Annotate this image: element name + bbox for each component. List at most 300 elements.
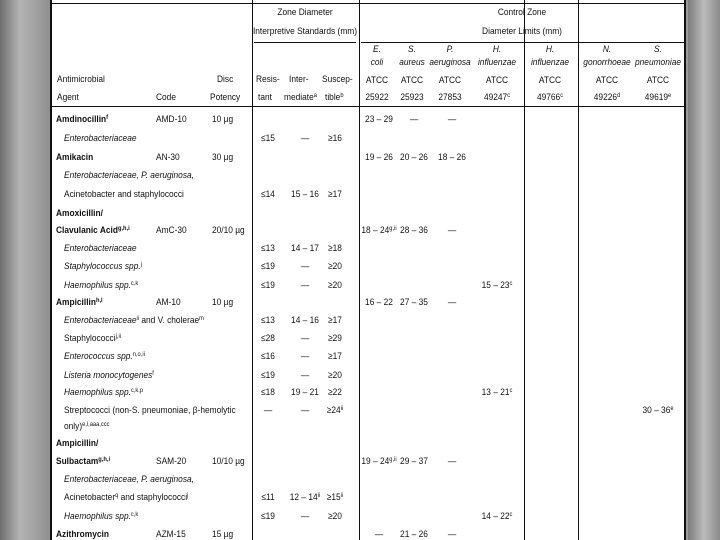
org3-header-line2 (429, 57, 470, 68)
row-9-resistant (261, 280, 275, 291)
table-top-rule (52, 3, 684, 4)
org4-header-line2 (478, 57, 516, 68)
row-22-h-influenzae-49247-sup: c (509, 511, 513, 518)
org7-header-text: pneumoniae (634, 57, 682, 68)
row-21-agent-tail-sup: j (187, 492, 189, 499)
row-6-e-coli-value: 18 – 24 (361, 225, 390, 236)
row-19-s-aureus-value: 29 – 37 (400, 456, 428, 467)
row-9-h-influenzae-49247 (482, 280, 513, 291)
row-8-intermediate-value: — (300, 261, 310, 272)
column-divider-control (359, 0, 360, 540)
right-decorative-band (688, 0, 720, 540)
row-0-e-coli-value: 23 – 29 (365, 114, 393, 125)
agent-header-line1: Antimicrobial (57, 74, 105, 85)
row-21-susceptible-value: ≥15 (326, 492, 341, 503)
row-7-susceptible (328, 243, 342, 254)
row-16-resistant (264, 405, 272, 416)
row-9-susceptible (328, 280, 342, 291)
row-6-e-coli (361, 225, 396, 236)
row-7-resistant-value: ≤13 (261, 243, 275, 254)
row-15-resistant (261, 387, 275, 398)
row-19-p-aeruginosa (448, 456, 456, 467)
org1-header-line3 (366, 75, 388, 86)
row-9-susceptible-value: ≥20 (328, 280, 342, 291)
row-18-agent (56, 438, 98, 449)
row-22-intermediate-value: — (300, 511, 310, 522)
org1-header-line2 (371, 57, 384, 68)
org7-header-line3 (647, 75, 669, 86)
row-4-intermediate-value: 15 – 16 (291, 189, 319, 200)
row-13-resistant (261, 351, 275, 362)
row-4-agent-text: Acinetobacter and staphylococci (64, 189, 184, 200)
row-15-h-influenzae-49247-value: 13 – 21 (481, 387, 510, 398)
org1-header-line1 (373, 44, 381, 55)
org6-header-text: gonorrhoeae (583, 57, 631, 68)
row-20-agent-text: Enterobacteriaceae, P. aeruginosa, (64, 474, 194, 485)
antimicrobial-table-document (50, 0, 686, 540)
row-7-agent (64, 243, 137, 254)
row-0-s-aureus (410, 114, 418, 125)
row-22-resistant-value: ≤19 (261, 511, 275, 522)
row-22-h-influenzae-49247-value: 14 – 22 (481, 511, 510, 522)
row-6-disc-potency (212, 225, 245, 236)
row-10-e-coli (365, 297, 393, 308)
row-23-code (156, 529, 186, 540)
row-11-susceptible (328, 315, 342, 326)
row-6-code (156, 225, 187, 236)
row-0-e-coli (365, 114, 393, 125)
intermediate-header-line1: Inter- (289, 74, 309, 85)
row-13-susceptible-value: ≥17 (328, 351, 342, 362)
row-2-p-aeruginosa (438, 152, 466, 163)
row-14-resistant-value: ≤19 (261, 370, 275, 381)
row-10-e-coli-value: 16 – 22 (365, 297, 393, 308)
row-23-s-aureus (400, 529, 428, 540)
org4-header-sup: c (507, 92, 511, 99)
control-header-line2: Diameter Limits (mm) (482, 26, 562, 37)
org4-header-text: H. (492, 44, 502, 55)
control-header-rule (361, 42, 686, 43)
row-17-agent (64, 421, 109, 432)
row-0-p-aeruginosa-value: — (447, 114, 457, 125)
row-10-disc-potency (212, 297, 233, 308)
org1-header-text: ATCC (365, 75, 389, 86)
intermediate-header (284, 92, 317, 103)
row-2-code (156, 152, 180, 163)
row-19-agent-text: Sulbactam (56, 456, 99, 467)
row-15-susceptible-value: ≥22 (328, 387, 342, 398)
row-16-agent-text: Streptococci (non-S. pneumoniae, β-hemolytic (64, 405, 236, 416)
org2-header-line3 (401, 75, 423, 86)
row-15-susceptible (328, 387, 342, 398)
row-15-resistant-value: ≤18 (261, 387, 275, 398)
row-6-s-aureus (400, 225, 428, 236)
row-9-agent-sup: c,k (130, 280, 139, 287)
row-16-susceptible (327, 405, 343, 416)
org2-header-line4 (400, 92, 423, 103)
row-11-resistant (261, 315, 275, 326)
row-10-code-value: AM-10 (156, 297, 181, 308)
row-4-susceptible (328, 189, 342, 200)
row-0-s-aureus-value: — (409, 114, 419, 125)
org7-header-text: ATCC (646, 75, 670, 86)
org5-header-line4 (537, 92, 563, 103)
column-divider-haemophilus (524, 0, 525, 540)
row-11-intermediate-value: 14 – 16 (291, 315, 319, 326)
org4-header-line3 (486, 75, 508, 86)
zone-header-rule (254, 42, 356, 43)
org5-header-line1 (546, 44, 554, 55)
row-11-intermediate (291, 315, 319, 326)
row-21-agent-sup: q (115, 492, 119, 499)
row-10-agent (56, 297, 103, 308)
row-4-intermediate (291, 189, 319, 200)
row-2-agent-text: Amikacin (56, 152, 94, 163)
row-6-agent-text: Clavulanic Acid (56, 225, 118, 236)
row-8-intermediate (301, 261, 309, 272)
org5-header-line3 (539, 75, 561, 86)
row-9-intermediate-value: — (300, 280, 310, 291)
org4-header-text: influenzae (477, 57, 517, 68)
row-10-agent-text: Ampicillin (56, 297, 96, 308)
org3-header-text: ATCC (438, 75, 462, 86)
row-3-agent (64, 170, 194, 181)
zone-header-line1: Zone Diameter (277, 7, 333, 18)
row-7-resistant (261, 243, 275, 254)
row-6-p-aeruginosa (448, 225, 456, 236)
row-1-susceptible-value: ≥16 (328, 133, 342, 144)
control-header-line1: Control Zone (497, 7, 547, 18)
row-22-agent (64, 511, 138, 522)
row-1-susceptible (328, 133, 342, 144)
row-22-agent-text: Haemophilus spp. (64, 511, 131, 522)
org6-header-line1 (603, 44, 611, 55)
org6-header-text: N. (602, 44, 612, 55)
row-0-p-aeruginosa (448, 114, 456, 125)
code-header: Code (156, 92, 176, 103)
row-16-susceptible-sup: ii (340, 405, 344, 412)
row-14-agent-text: Listeria monocytogenes (64, 370, 153, 381)
row-15-intermediate (291, 387, 319, 398)
org5-header-text: ATCC (538, 75, 562, 86)
row-10-p-aeruginosa-value: — (447, 297, 457, 308)
row-23-p-aeruginosa-value: — (447, 529, 457, 540)
column-divider-gonorrhoeae (578, 0, 579, 540)
org6-header-text: 49226 (593, 92, 618, 103)
org2-header-text: aureus (399, 57, 425, 68)
row-16-s-pneumoniae-value: 30 – 36 (642, 405, 671, 416)
row-23-code-value: AZM-15 (156, 529, 186, 540)
row-19-e-coli (361, 456, 396, 467)
row-15-agent (64, 387, 143, 398)
zone-header-line2: Interpretive Standards (mm) (252, 26, 358, 37)
row-15-h-influenzae-49247-sup: c (509, 387, 513, 394)
org3-header-text: P. (446, 44, 454, 55)
org7-header-line1 (654, 44, 662, 55)
row-2-disc-potency (212, 152, 233, 163)
org4-header-text: 49247 (483, 92, 508, 103)
row-14-agent (64, 370, 154, 381)
row-8-susceptible (328, 261, 342, 272)
disc-header-line2: Potency (210, 92, 241, 103)
row-1-agent-text: Enterobacteriaceae (64, 133, 137, 144)
org5-header-sup: c (560, 92, 564, 99)
org6-header-line3 (596, 75, 618, 86)
row-22-resistant (261, 511, 275, 522)
row-14-resistant (261, 370, 275, 381)
row-16-agent (64, 405, 236, 416)
row-6-e-coli-sup: g,ii (389, 225, 397, 232)
row-14-intermediate (301, 370, 309, 381)
row-11-susceptible-value: ≥17 (328, 315, 342, 326)
row-1-intermediate (301, 133, 309, 144)
row-9-h-influenzae-49247-sup: c (509, 280, 513, 287)
row-21-susceptible-sup: ii (340, 492, 344, 499)
row-15-agent-sup: c,k,p (130, 387, 144, 394)
row-0-disc-potency (212, 114, 233, 125)
row-16-intermediate-value: — (300, 405, 310, 416)
org3-header-text: aeruginosa (429, 57, 471, 68)
row-10-s-aureus-value: 27 – 35 (400, 297, 428, 308)
row-19-code-value: SAM-20 (156, 456, 187, 467)
row-13-agent-text: Enterococcus spp. (64, 351, 133, 362)
row-4-agent (64, 189, 184, 200)
row-19-e-coli-value: 19 – 24 (361, 456, 390, 467)
org4-header-line1 (493, 44, 501, 55)
row-15-h-influenzae-49247 (482, 387, 513, 398)
row-7-intermediate (291, 243, 319, 254)
org7-header-line4 (645, 92, 671, 103)
row-7-intermediate-value: 14 – 17 (291, 243, 319, 254)
row-9-agent (64, 280, 138, 291)
row-13-agent (64, 351, 145, 362)
row-0-disc-potency-value: 10 µg (212, 114, 234, 125)
row-23-s-aureus-value: 21 – 26 (400, 529, 428, 540)
row-7-agent-text: Enterobacteriaceae (64, 243, 137, 254)
row-21-resistant-value: ≤11 (261, 492, 275, 503)
row-23-p-aeruginosa (448, 529, 456, 540)
row-9-intermediate (301, 280, 309, 291)
org2-header-text: 25923 (400, 92, 424, 103)
row-21-susceptible (327, 492, 343, 503)
row-1-resistant-value: ≤15 (261, 133, 275, 144)
row-16-s-pneumoniae (642, 405, 673, 416)
org2-header-line1 (408, 44, 416, 55)
org6-header-line2 (583, 57, 630, 68)
row-10-code (156, 297, 181, 308)
row-23-disc-potency-value: 15 µg (212, 529, 234, 540)
agent-header-line2: Agent (57, 92, 79, 103)
row-12-susceptible-value: ≥29 (328, 333, 342, 344)
org5-header-text: influenzae (530, 57, 570, 68)
row-17-agent-sup: e,l,aaa,ccc (82, 421, 110, 428)
org4-header-line4 (484, 92, 510, 103)
row-10-s-aureus (400, 297, 428, 308)
row-2-s-aureus-value: 20 – 26 (400, 152, 428, 163)
org3-header-line1 (447, 44, 454, 55)
row-14-susceptible (328, 370, 342, 381)
row-8-agent-sup: j (140, 261, 142, 268)
row-12-resistant (261, 333, 275, 344)
row-1-intermediate-value: — (300, 133, 310, 144)
row-14-intermediate-value: — (300, 370, 310, 381)
org2-header-text: ATCC (400, 75, 424, 86)
org5-header-text: H. (545, 44, 555, 55)
org3-header-text: 27853 (438, 92, 462, 103)
row-3-agent-text: Enterobacteriaceae, P. aeruginosa, (64, 170, 194, 181)
row-22-susceptible-value: ≥20 (328, 511, 342, 522)
row-23-agent-text: Azithromycin (56, 529, 109, 540)
org1-header-line4 (365, 92, 388, 103)
row-15-agent-text: Haemophilus spp. (64, 387, 131, 398)
row-2-agent (56, 152, 93, 163)
org2-header-line2 (399, 57, 425, 68)
org6-header-line4 (594, 92, 620, 103)
row-19-disc-potency (212, 456, 245, 467)
row-11-agent-text: Enterobacteriaceae (64, 315, 137, 326)
row-12-resistant-value: ≤28 (261, 333, 275, 344)
row-19-code (156, 456, 186, 467)
row-16-intermediate (301, 405, 309, 416)
row-12-agent (64, 333, 121, 344)
row-19-s-aureus (400, 456, 428, 467)
row-21-resistant (261, 492, 274, 503)
row-2-code-value: AN-30 (156, 152, 180, 163)
susceptible-header-sup: b (340, 92, 344, 99)
row-2-s-aureus (400, 152, 428, 163)
org7-header-sup: e (668, 92, 672, 99)
row-8-susceptible-value: ≥20 (328, 261, 342, 272)
row-13-agent-sup: n,o,ii (132, 351, 145, 358)
row-12-agent-sup: j,ii (115, 333, 121, 340)
row-19-agent (56, 456, 110, 467)
row-23-e-coli-value: — (374, 529, 384, 540)
row-0-code-value: AMD-10 (156, 114, 187, 125)
row-0-code (156, 114, 187, 125)
org6-header-text: ATCC (595, 75, 619, 86)
org1-header-text: coli (370, 57, 384, 68)
row-19-disc-potency-value: 10/10 µg (212, 456, 245, 467)
row-22-intermediate (301, 511, 309, 522)
row-22-agent-sup: c,k (130, 511, 139, 518)
row-23-disc-potency (212, 529, 233, 540)
row-21-intermediate-sup: ii (317, 492, 321, 499)
org4-header-text: ATCC (485, 75, 509, 86)
row-5-agent-text: Amoxicillin/ (56, 208, 103, 219)
org7-header-text: 49619 (644, 92, 669, 103)
row-6-code-value: AmC-30 (156, 225, 187, 236)
org5-header-line2 (531, 57, 569, 68)
row-11-agent-tail: and V. cholerae (141, 315, 200, 326)
org3-header-line4 (438, 92, 461, 103)
row-14-agent-sup: f (152, 370, 154, 377)
row-9-resistant-value: ≤19 (261, 280, 275, 291)
row-11-agent-sup: ii (136, 315, 140, 322)
org1-header-text: 25922 (365, 92, 389, 103)
org3-header-line3 (439, 75, 461, 86)
row-19-e-coli-sup: g,ii (389, 456, 397, 463)
row-16-s-pneumoniae-sup: e (670, 405, 674, 412)
row-11-agent (64, 315, 204, 326)
row-23-agent (56, 529, 109, 540)
row-16-susceptible-value: ≥24 (326, 405, 341, 416)
resistant-header-line2: tant (258, 92, 272, 103)
row-21-intermediate (290, 492, 320, 503)
row-13-resistant-value: ≤16 (261, 351, 275, 362)
susceptible-header (325, 92, 344, 103)
row-13-intermediate (301, 351, 309, 362)
row-1-resistant (261, 133, 275, 144)
intermediate-header-sup: a (313, 92, 317, 99)
resistant-header-line1: Resis- (256, 74, 280, 85)
row-6-p-aeruginosa-value: — (447, 225, 457, 236)
org5-header-text: 49766 (536, 92, 561, 103)
row-10-agent-sup: h,l (95, 297, 103, 304)
row-6-agent (56, 225, 130, 236)
row-11-resistant-value: ≤13 (261, 315, 275, 326)
disc-header-line1: Disc (217, 74, 234, 85)
row-21-agent-text: Acinetobacter (64, 492, 116, 503)
row-20-agent (64, 474, 194, 485)
left-decorative-band (0, 0, 50, 540)
row-12-intermediate (301, 333, 309, 344)
row-4-resistant-value: ≤14 (261, 189, 275, 200)
row-8-agent (64, 261, 142, 272)
row-19-p-aeruginosa-value: — (447, 456, 457, 467)
row-12-intermediate-value: — (300, 333, 310, 344)
row-5-agent (56, 208, 103, 219)
row-23-e-coli (375, 529, 383, 540)
intermediate-header-line2: mediate (284, 92, 314, 103)
row-22-susceptible (328, 511, 342, 522)
row-2-p-aeruginosa-value: 18 – 26 (438, 152, 466, 163)
row-18-agent-text: Ampicillin/ (56, 438, 99, 449)
row-8-resistant-value: ≤19 (261, 261, 275, 272)
row-14-susceptible-value: ≥20 (328, 370, 342, 381)
row-0-agent-text: Amdinocillin (56, 114, 107, 125)
row-9-agent-text: Haemophilus spp. (64, 280, 131, 291)
row-2-e-coli (365, 152, 393, 163)
susceptible-header-line1: Suscep- (322, 74, 353, 85)
row-15-intermediate-value: 19 – 21 (291, 387, 319, 398)
row-12-agent-text: Staphylococci (64, 333, 116, 344)
org1-header-text: E. (373, 44, 381, 55)
row-22-h-influenzae-49247 (482, 511, 513, 522)
row-2-e-coli-value: 19 – 26 (365, 152, 393, 163)
row-13-intermediate-value: — (300, 351, 310, 362)
org2-header-text: S. (408, 44, 416, 55)
row-4-resistant (261, 189, 275, 200)
row-6-s-aureus-value: 28 – 36 (400, 225, 428, 236)
row-10-disc-potency-value: 10 µg (212, 297, 234, 308)
susceptible-header-line2: tible (325, 92, 341, 103)
row-1-agent (64, 133, 137, 144)
row-7-susceptible-value: ≥18 (328, 243, 342, 254)
row-6-agent-sup: g,h,i (117, 225, 130, 232)
row-2-disc-potency-value: 30 µg (212, 152, 234, 163)
header-bottom-rule (52, 106, 684, 107)
row-8-agent-text: Staphylococcus spp. (64, 261, 141, 272)
row-0-agent (56, 114, 108, 125)
row-4-susceptible-value: ≥17 (328, 189, 342, 200)
row-16-resistant-value: — (263, 405, 273, 416)
org7-header-text: S. (654, 44, 662, 55)
row-12-susceptible (328, 333, 342, 344)
row-19-agent-sup: g,h,i (98, 456, 111, 463)
row-21-agent-tail: and staphylococci (120, 492, 188, 503)
row-21-agent (64, 492, 188, 503)
row-13-susceptible (328, 351, 342, 362)
